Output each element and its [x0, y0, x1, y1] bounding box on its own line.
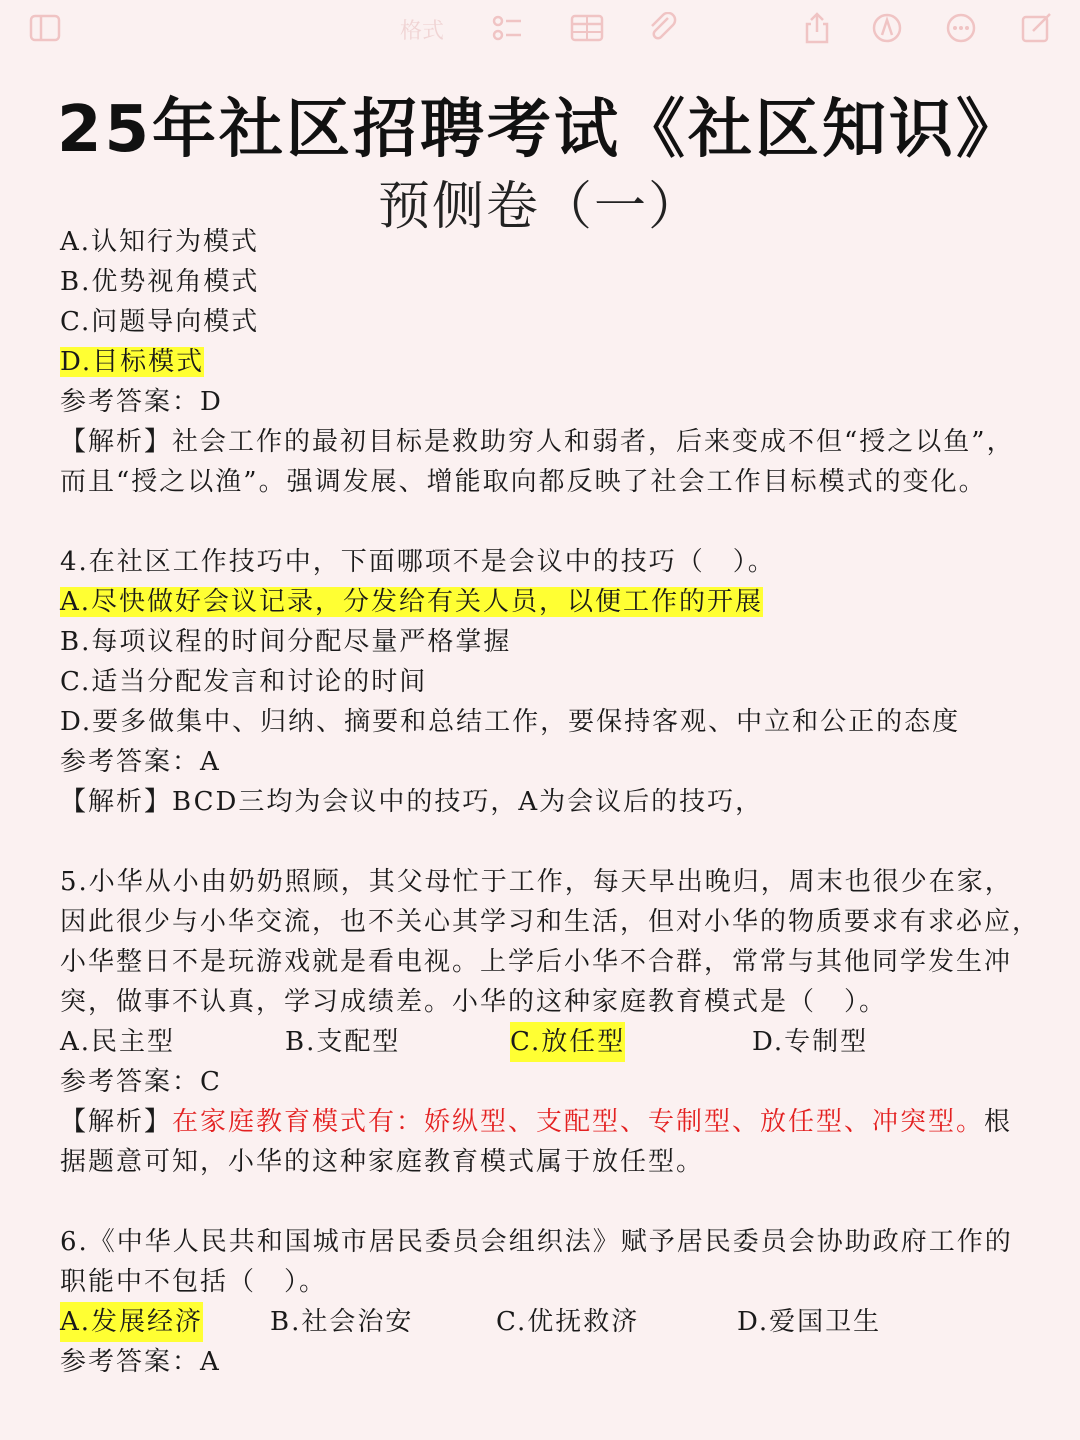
- table-icon[interactable]: [570, 12, 604, 44]
- share-icon[interactable]: [800, 12, 834, 44]
- q6-answer: 参考答案：A: [60, 1347, 221, 1377]
- q5-analysis-line1: [60, 1102, 1040, 1142]
- q5-analysis-prefix: 【解析】: [60, 1107, 173, 1137]
- q5-question-line1: 5.小华从小由奶奶照顾，其父母忙于工作，每天早出晚归，周末也很少在家，: [60, 867, 1013, 897]
- q5-options: [60, 1022, 1040, 1062]
- toolbar: [0, 0, 1080, 56]
- checklist-icon[interactable]: [490, 12, 524, 44]
- q5-analysis-suffix: 根: [984, 1107, 1013, 1137]
- attachment-icon[interactable]: [646, 12, 680, 44]
- q5-analysis-line2: 据题意可知，小华的这种家庭教育模式属于放任型。: [60, 1147, 705, 1177]
- q5-option-a: A.民主型: [60, 1027, 176, 1057]
- q3-option-c: C.问题导向模式: [60, 307, 260, 337]
- q5-question-line4: 突，做事不认真，学习成绩差。小华的这种家庭教育模式是（ ）。: [60, 987, 888, 1017]
- q6-options: [60, 1302, 1040, 1342]
- q6-option-a-highlighted: A.发展经济: [60, 1302, 203, 1342]
- q5-option-c-highlighted: C.放任型: [510, 1022, 625, 1062]
- format-label[interactable]: 格式: [400, 19, 445, 44]
- q5-option-b: B.支配型: [285, 1027, 401, 1057]
- q5-option-d: D.专制型: [752, 1027, 869, 1057]
- document-body: [60, 222, 1040, 1382]
- q5-analysis-red-text: 在家庭教育模式有：娇纵型、支配型、专制型、放任型、冲突型。: [172, 1107, 985, 1137]
- markup-icon[interactable]: [870, 12, 904, 44]
- q6-option-d: D.爱国卫生: [737, 1307, 882, 1337]
- q3-analysis-line2: 而且“授之以渔”。强调发展、增能取向都反映了社会工作目标模式的变化。: [60, 467, 987, 497]
- more-icon[interactable]: [944, 12, 978, 44]
- q4-option-b: B.每项议程的时间分配尽量严格掌握: [60, 627, 512, 657]
- q5-answer: 参考答案：C: [60, 1067, 222, 1097]
- q4-option-a-highlighted: A.尽快做好会议记录，分发给有关人员，以便工作的开展: [60, 587, 764, 617]
- q4-analysis: 【解析】BCD三均为会议中的技巧，A为会议后的技巧，: [60, 787, 764, 817]
- q3-option-d-highlighted: D.目标模式: [60, 347, 205, 377]
- q5-question-line3: 小华整日不是玩游戏就是看电视。上学后小华不合群，常常与其他同学发生冲: [60, 947, 1013, 977]
- q6-question-line1: 6.《中华人民共和国城市居民委员会组织法》赋予居民委员会协助政府工作的: [60, 1227, 1013, 1257]
- q3-analysis-line1: 【解析】社会工作的最初目标是救助穷人和弱者，后来变成不但“授之以鱼”，: [60, 427, 1015, 457]
- q4-option-c: C.适当分配发言和讨论的时间: [60, 667, 428, 697]
- q4-question: 4.在社区工作技巧中，下面哪项不是会议中的技巧（ ）。: [60, 547, 776, 577]
- q3-answer: 参考答案：D: [60, 387, 223, 417]
- q4-option-d: D.要多做集中、归纳、摘要和总结工作，要保持客观、中立和公正的态度: [60, 707, 961, 737]
- q6-question-line2: 职能中不包括（ ）。: [60, 1267, 328, 1297]
- sidebar-icon[interactable]: [28, 12, 62, 44]
- page-subtitle: 预侧卷（一）: [377, 177, 702, 237]
- q5-question-line2: 因此很少与小华交流，也不关心其学习和生活，但对小华的物质要求有求必应，: [60, 907, 1041, 937]
- compose-icon[interactable]: [1020, 12, 1054, 44]
- q4-answer: 参考答案：A: [60, 747, 221, 777]
- q3-option-b: B.优势视角模式: [60, 267, 260, 297]
- q6-option-b: B.社会治安: [270, 1307, 414, 1337]
- q3-option-a: A.认知行为模式: [60, 227, 260, 257]
- q6-option-c: C.优抚救济: [496, 1307, 640, 1337]
- page-title: 25年社区招聘考试《社区知识》: [56, 93, 1024, 167]
